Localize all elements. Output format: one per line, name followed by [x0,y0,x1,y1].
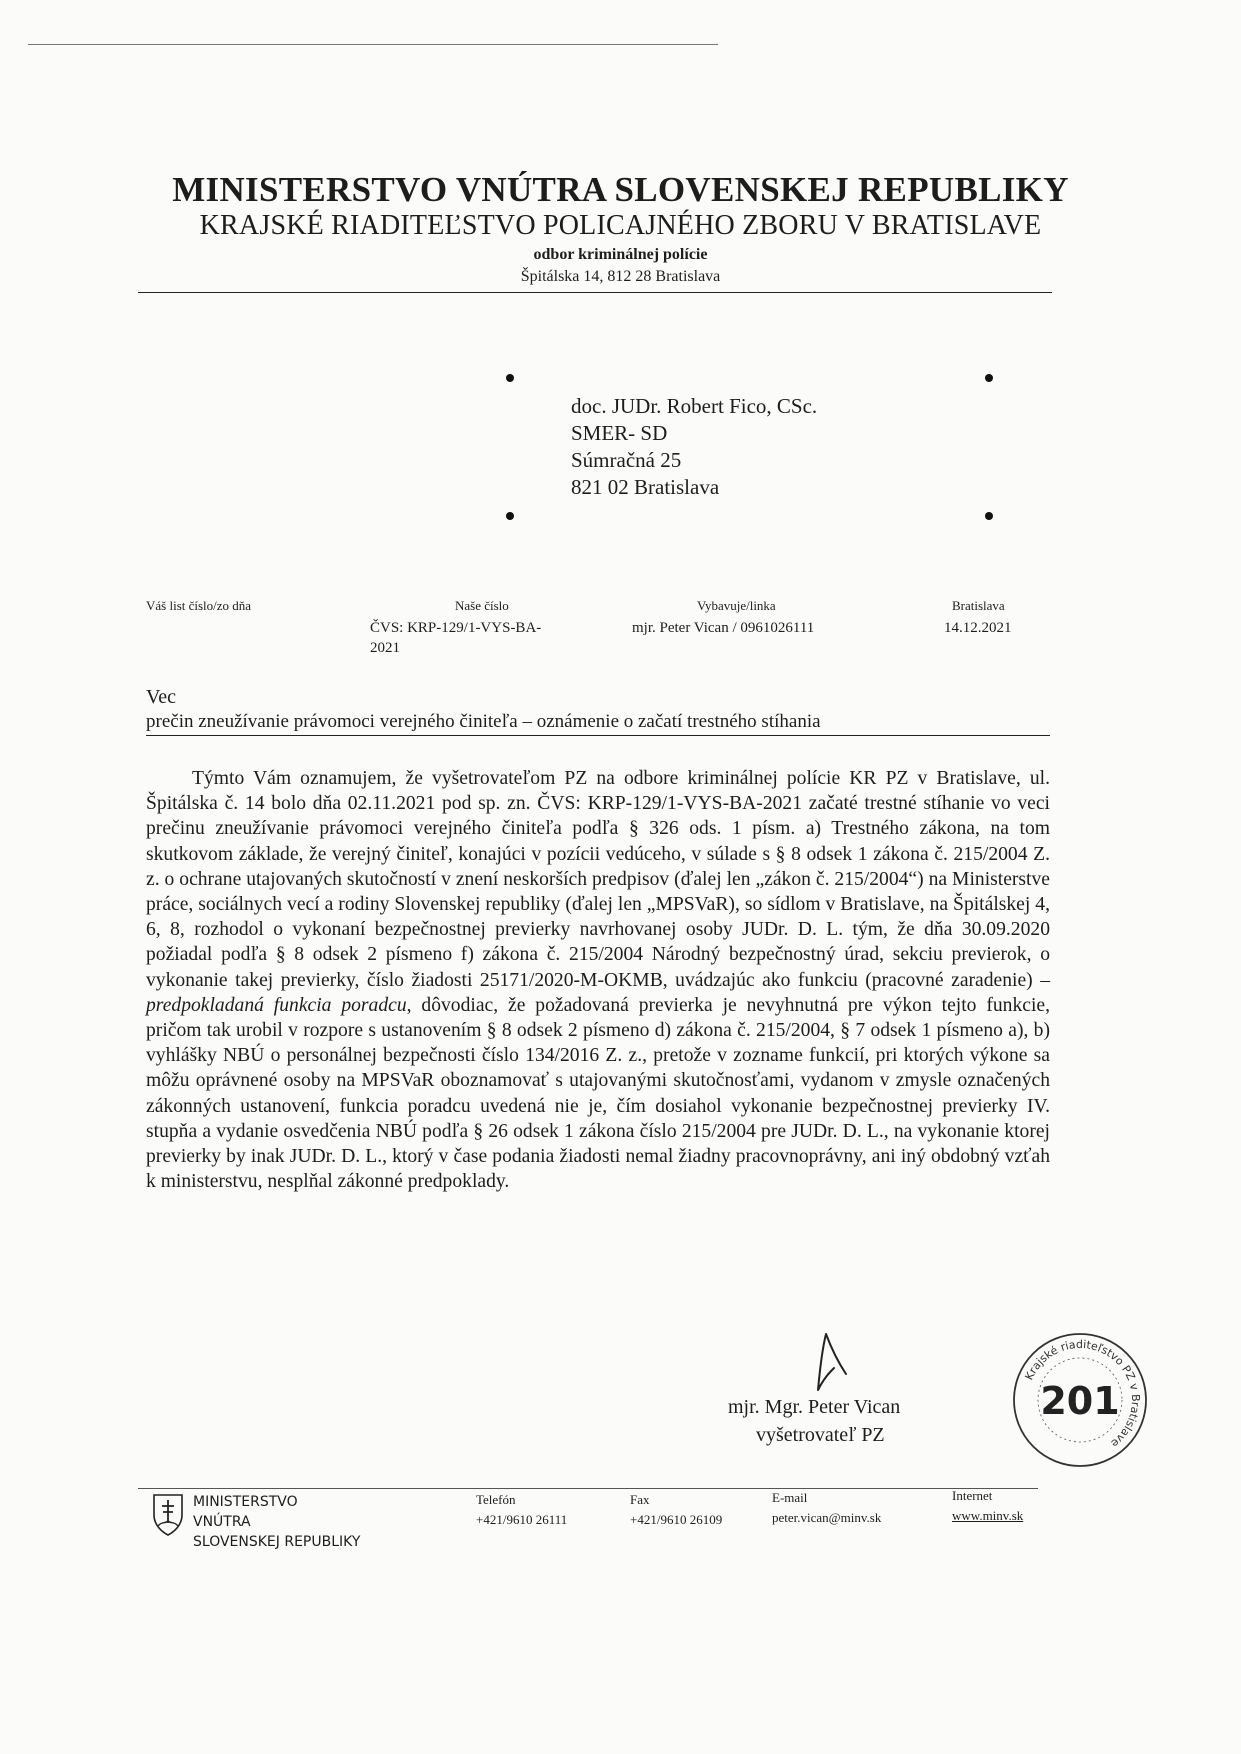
subject-divider [146,735,1050,736]
header-department: odbor kriminálnej polície [533,246,708,263]
footer-fax-value: +421/9610 26109 [630,1512,723,1527]
footer-internet-link[interactable]: www.minv.sk [952,1508,1024,1523]
signatory-role: vyšetrovateľ PZ [756,1424,885,1446]
our-number-value: ČVS: KRP-129/1-VYS-BA- 2021 [370,620,542,656]
footer-phone-value: +421/9610 26111 [476,1512,568,1527]
signatory-name: mjr. Mgr. Peter Vican [728,1396,901,1418]
recipient-city: 821 02 Bratislava [571,475,720,499]
our-number-label: Naše číslo [455,598,509,613]
address-window-mark [985,374,993,382]
body-italic-phrase: predpokladaná funkcia poradcu [146,994,407,1016]
footer-divider [138,1488,1038,1489]
place-label: Bratislava [952,598,1005,613]
your-letter-label: Váš list číslo/zo dňa [146,598,252,613]
header-divider [138,292,1052,293]
address-window-mark [506,374,514,382]
footer-fax-label: Fax [630,1492,650,1507]
footer-email-label: E-mail [772,1490,808,1505]
stamp-number: 201 [1040,1379,1120,1423]
scan-artifact-line [28,44,718,45]
body-paragraph: Týmto Vám oznamujem, že vyšetrovateľom PZ na odbore kriminálnej polície KR PZ v Bratislave, ul. Špitálska č. 14 bolo dňa 02.11.2021 pod sp. zn. ČVS: KRP-129/1-VYS-BA-2021 začaté trestné stíhanie vo veci prečinu zneužívanie právomoci verejného činiteľa podľa § 326 ods. 1 písm. a) Trestného zákona, na tom skutkovom základe, že verejný činiteľ, konajúci v pozícii vedúceho, v súlade s § 8 odsek 1 zákona č. 215/2004 Z. z. o ochrane utajovaných skutočností v znení neskorších predpisov (ďalej len „zákon č. 215/2004“) na Ministerstve práce, sociálnych vecí a rodiny Slovenskej republiky (ďalej len „MPSVaR), so sídlom v Bratislave, na Špitálskej 4, 6, 8, rozhodol o vykonaní bezpečnostnej previerky navrhovanej osoby JUDr. D. L. tým, že dňa 30.09.2020 požiadal podľa § 8 odsek 2 písmeno f) zákona č. 215/2004 Národný bezpečnostný úrad, sekciu previerok, o vykonanie takej previerky, číslo žiadosti 25171/2020-M-OKMB, uvádzajúc ako funkciu (pracovné zaradenie) – predpokladaná funkcia poradcu, dôvodiac, že požadovaná previerka je nevyhnutná pre výkon tejto funkcie, pričom tak urobil v rozpore s ustanovením § 8 odsek 2 písmeno d) zákona č. 215/2004, § 7 odsek 1 písmeno a), b) vyhlášky NBÚ o personálnej bezpečnosti číslo 134/2016 Z. z., pretože v zozname funkcií, pri ktorých výkone sa môžu oprávnené osoby na MPSVaR oboznamovať s utajovanými skutočnosťami, vydanom v zmysle označených zákonných ustanovení, funkcia poradcu uvedená nie je, čím dosiahol vykonanie bezpečnostnej previerky IV. stupňa a vydanie osvedčenia NBÚ podľa § 26 odsek 1 zákona číslo 215/2004 pre JUDr. D. L., na vykonanie ktorej previerky by inak JUDr. D. L., ktorý v čase podania žiadosti nemal žiadny pracovnoprávny, ani iný obdobný vzťah k ministerstvu, nesplňal zákonné predpoklady. [146,768,1050,1193]
letter-body [146,766,1050,1194]
recipient-organization: SMER- SD [571,421,668,445]
recipient-address [571,393,817,501]
footer-phone-label: Telefón [476,1492,516,1507]
svg-text:Krajské riaditeľstvo PZ v Brat: Krajské riaditeľstvo PZ v Bratislave [1022,1337,1143,1451]
official-stamp [1010,1330,1150,1470]
footer-internet-label: Internet [952,1488,993,1503]
address-window-mark [506,512,514,520]
address-window-mark [985,512,993,520]
header-address: Špitálska 14, 812 28 Bratislava [520,268,721,285]
handwritten-signature [812,1328,862,1398]
footer-email-value[interactable]: peter.vican@minv.sk [772,1510,882,1525]
subject-label: Vec [146,686,176,708]
recipient-street: Súmračná 25 [571,448,682,472]
footer-ministry-name: MINISTERSTVO VNÚTRA SLOVENSKEJ REPUBLIKY [193,1494,361,1550]
letter-date: 14.12.2021 [944,620,1012,636]
header-organization: MINISTERSTVO VNÚTRA SLOVENSKEJ REPUBLIKY [172,170,1069,209]
recipient-name: doc. JUDr. Robert Fico, CSc. [571,394,818,418]
subject-text: prečin zneužívanie právomoci verejného činiteľa – oznámenie o začatí trestného stíhania [146,711,821,732]
handler-label: Vybavuje/linka [697,598,776,613]
header-directorate: KRAJSKÉ RIADITEĽSTVO POLICAJNÉHO ZBORU V BRATISLAVE [199,210,1042,241]
handler-value: mjr. Peter Vican / 0961026111 [632,620,815,636]
slovak-coat-of-arms-icon [152,1493,184,1537]
